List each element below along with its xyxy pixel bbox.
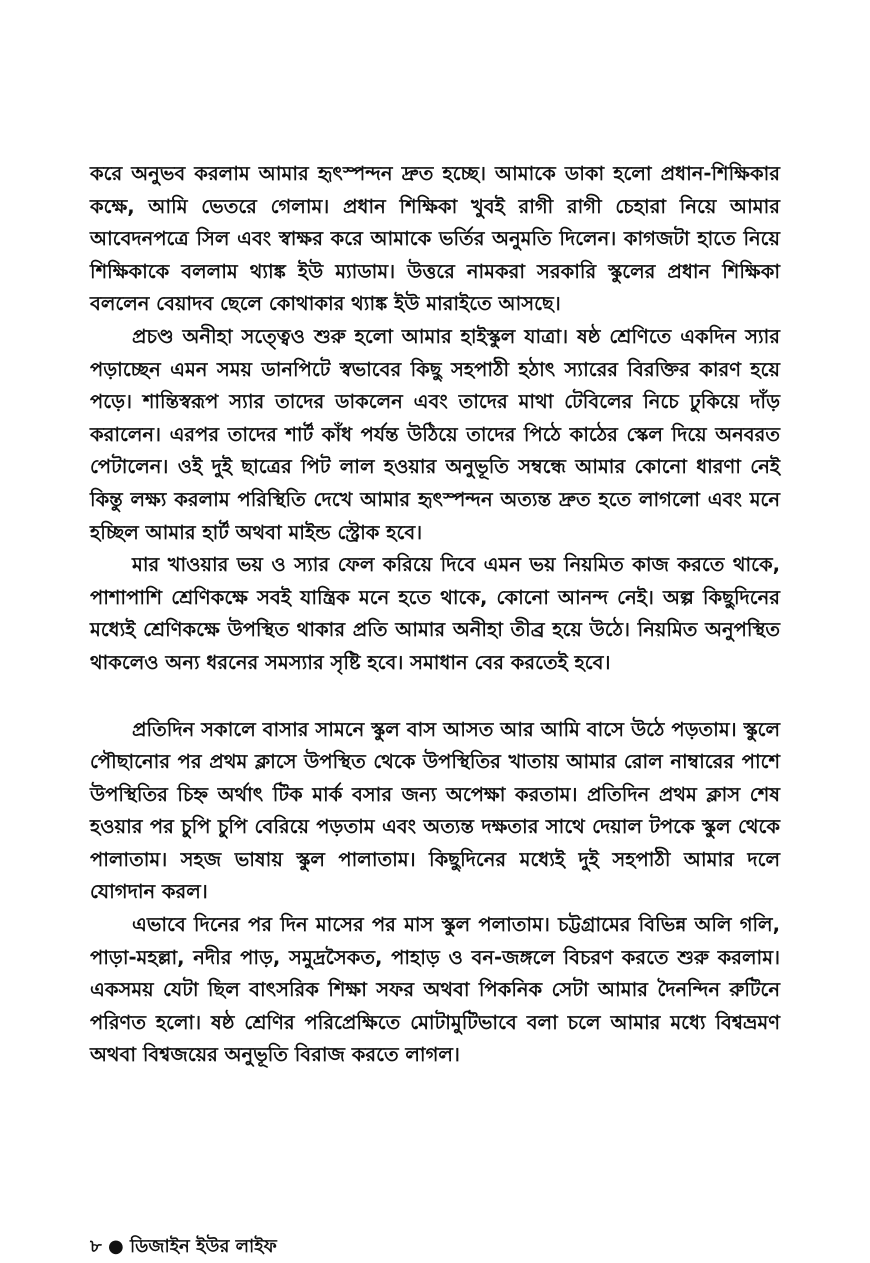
- section-break: [90, 680, 780, 714]
- paragraph-wandering: এভাবে দিনের পর দিন মাসের পর মাস স্কুল পলাতাম। চট্টগ্রামের বিভিন্ন অলি গলি, পাড়া-মহল্লা, নদীর পাড়, সমুদ্রসৈকত, পাহাড় ও বন-জঙ্গলে বিচরণ করতে শুরু করলাম। একসময় যেটা ছিল বাৎসরিক শিক্ষা সফর অথবা পিকনিক সেটা আমার দৈনন্দিন রুটিনে পরিণত হলো। ষষ্ঠ শ্রেণির পরিপ্রেক্ষিতে মোটামুটিভাবে বলা চলে আমার মধ্যে বিশ্বভ্রমণ অথবা বিশ্বজয়ের অনুভূতি বিরাজ করতে লাগল।: [90, 913, 780, 1067]
- paragraph-continuation: করে অনুভব করলাম আমার হৃৎস্পন্দন দ্রুত হচ্ছে। আমাকে ডাকা হলো প্রধান-শিক্ষিকার কক্ষে, আমি ভেতরে গেলাম। প্রধান শিক্ষিকা খুবই রাগী রাগী চেহারা নিয়ে আমার আবেদনপত্রে সিল এবং স্বাক্ষর করে আমাকে ভর্তির অনুমতি দিলেন। কাগজটা হাতে নিয়ে শিক্ষিকাকে বললাম থ্যাঙ্ক ইউ ম্যাডাম। উত্তরে নামকরা সরকারি স্কুলের প্রধান শিক্ষিকা বললেন বেয়াদব ছেলে কোথাকার থ্যাঙ্ক ইউ মারাইতে আসছে।: [90, 162, 780, 316]
- bullet-separator: ●: [107, 1236, 124, 1257]
- paragraph-skipping-school: প্রতিদিন সকালে বাসার সামনে স্কুল বাস আসত আর আমি বাসে উঠে পড়তাম। স্কুলে পৌছানোর পর প্রথম ক্লাসে উপস্থিত থেকে উপস্থিতির খাতায় আমার রোল নাম্বারের পাশে উপস্থিতির চিহ্ন অর্থাৎ টিক মার্ক বসার জন্য অপেক্ষা করতাম। প্রতিদিন প্রথম ক্লাস শেষ হওয়ার পর চুপি চুপি বেরিয়ে পড়তাম এবং অত্যন্ত দক্ষতার সাথে দেয়াল টপকে স্কুল থেকে পালাতাম। সহজ ভাষায় স্কুল পালাতাম। কিছুদিনের মধ্যেই দুই সহপাঠী আমার দলে যোগদান করল।: [90, 717, 780, 904]
- book-title: ডিজাইন ইউর লাইফ: [129, 1236, 277, 1257]
- page-footer: [90, 1232, 277, 1263]
- paragraph-highschool-start: প্রচণ্ড অনীহা সত্ত্বেও শুরু হলো আমার হাইস্কুল যাত্রা। ষষ্ঠ শ্রেণিতে একদিন স্যার পড়াচ্ছেন এমন সময় ডানপিটে স্বভাবের কিছু সহপাঠী হঠাৎ স্যারের বিরক্তির কারণ হয়ে পড়ে। শান্তিস্বরূপ স্যার তাদের ডাকলেন এবং তাদের মাথা টেবিলের নিচে ঢুকিয়ে দাঁড় করালেন। এরপর তাদের শার্ট কাঁধ পর্যন্ত উঠিয়ে তাদের পিঠে কাঠের স্কেল দিয়ে অনবরত পেটালেন। ওই দুই ছাত্রের পিট লাল হওয়ার অনুভূতি সম্বন্ধে আমার কোনো ধারণা নেই কিন্তু লক্ষ্য করলাম পরিস্থিতি দেখে আমার হৃৎস্পন্দন অত্যন্ত দ্রুত হতে লাগলো এবং মনে হচ্ছিল আমার হার্ট অথবা মাইন্ড স্ট্রোক হবে।: [90, 324, 780, 544]
- paragraph-fear: মার খাওয়ার ভয় ও স্যার ফেল করিয়ে দিবে এমন ভয় নিয়মিত কাজ করতে থাকে, পাশাপাশি শ্রেণিকক্ষে সবই যান্ত্রিক মনে হতে থাকে, কোনো আনন্দ নেই। অল্প কিছুদিনের মধ্যেই শ্রেণিকক্ষে উপস্থিত থাকার প্রতি আমার অনীহা তীব্র হয়ে উঠে। নিয়মিত অনুপস্থিত থাকলেও অন্য ধরনের সমস্যার সৃষ্টি হবে। সমাধান বের করতেই হবে।: [90, 553, 780, 674]
- page-body: [90, 158, 780, 1072]
- page-number: ৮: [90, 1236, 102, 1257]
